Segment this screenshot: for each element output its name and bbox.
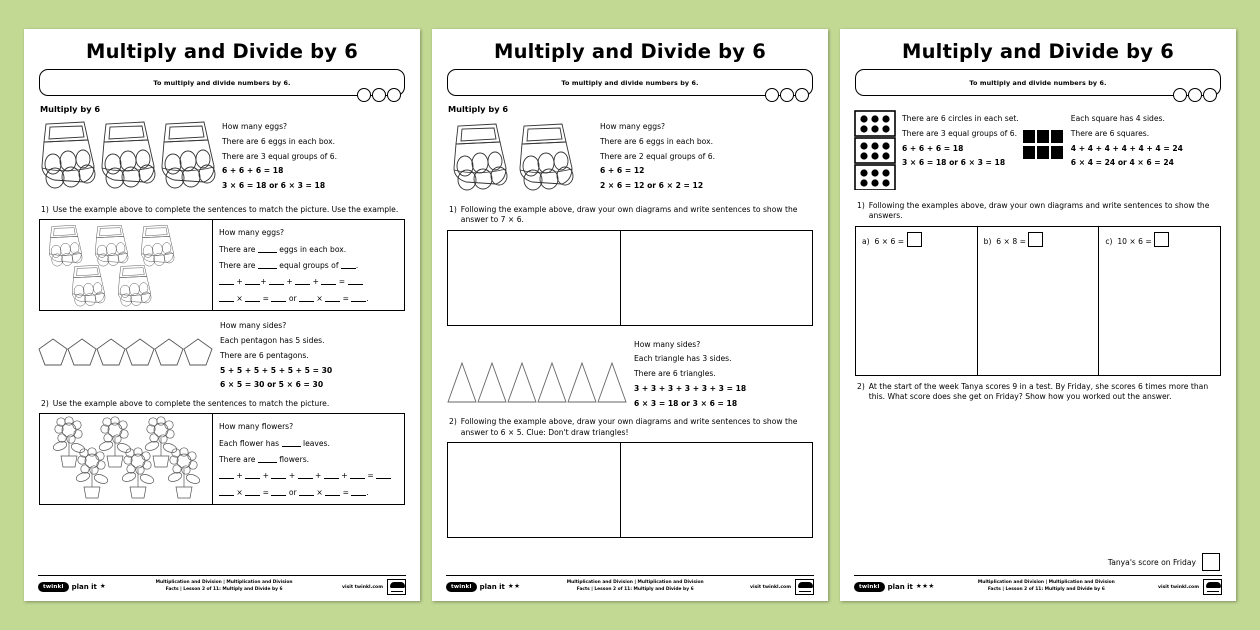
twinkl-logo: twinkl xyxy=(854,582,885,592)
footer-2 xyxy=(446,575,814,595)
example-line: 2 × 6 = 12 or 6 × 2 = 12 xyxy=(600,181,704,191)
answer-prompt: How many flowers? xyxy=(219,422,294,432)
example-1-text xyxy=(600,118,814,194)
example-2 xyxy=(446,336,814,412)
question-text: At the start of the week Tanya scores 9 in a test. By Friday, she scores 6 times more than this. What score does she get on Friday? Show how you worked out the answer. xyxy=(868,381,1209,401)
answer-part-c[interactable] xyxy=(1098,227,1220,375)
section-heading-1: Multiply by 6 xyxy=(448,104,509,114)
example-line: 6 × 4 = 24 or 4 × 6 = 24 xyxy=(1070,158,1174,168)
question-2 xyxy=(41,399,405,409)
example-line: How many sides? xyxy=(634,339,701,349)
planit-label: plan it xyxy=(479,583,505,591)
brand-lockup xyxy=(446,582,520,592)
footer-line-2: Facts | Lesson 2 of 11: Multiply and Divide by 6 xyxy=(165,587,283,592)
example-line: There are 6 squares. xyxy=(1070,128,1150,138)
example-line: There are 6 circles in each set. xyxy=(902,114,1019,123)
example-line: There are 3 equal groups of 6. xyxy=(222,151,337,161)
example-1 xyxy=(446,118,814,199)
example-line: There are 3 equal groups of 6. xyxy=(902,128,1017,138)
example-line: 5 + 5 + 5 + 5 + 5 + 5 = 30 xyxy=(220,365,333,375)
page-title: Multiply and Divide by 6 xyxy=(902,40,1174,63)
question-number: 2) xyxy=(857,381,865,391)
visit-link[interactable]: visit twinkl.com xyxy=(1158,584,1199,590)
objective-banner xyxy=(39,69,405,96)
question-number: 1) xyxy=(449,205,457,214)
draw-area-right[interactable] xyxy=(620,231,812,325)
answer-blank-line[interactable]: There are eggs in each box. xyxy=(219,244,347,254)
answer-stub-box[interactable] xyxy=(1154,232,1169,247)
visit-link[interactable]: visit twinkl.com xyxy=(750,584,791,590)
section-heading-1: Multiply by 6 xyxy=(40,104,101,114)
question-number: 2) xyxy=(41,399,49,409)
example-right-text xyxy=(1071,110,1183,195)
answer-blank-line[interactable]: + + + + + = xyxy=(219,468,398,484)
planit-label: plan it xyxy=(71,583,97,591)
answer-table-1 xyxy=(447,230,813,326)
twinkl-badge-icon xyxy=(795,579,814,595)
worksheet-page-2 xyxy=(432,29,828,601)
answer-blank-line[interactable]: There are flowers. xyxy=(219,455,310,465)
difficulty-dots-icon xyxy=(357,88,401,102)
footer-meta xyxy=(112,580,336,593)
twinkl-badge-icon xyxy=(1203,579,1222,595)
difficulty-stars-icon: ★ xyxy=(99,582,107,590)
egg-boxes-illustration xyxy=(38,118,216,199)
part-label: a) xyxy=(862,236,870,246)
answer-picture-cell xyxy=(40,220,212,310)
objective-text: To multiply and divide numbers by 6. xyxy=(969,78,1107,87)
draw-area-left[interactable] xyxy=(448,443,620,537)
answer-blank-line[interactable]: Each flower has leaves. xyxy=(219,438,330,448)
answer-blank-line[interactable]: × = or × = . xyxy=(219,485,398,501)
example-right xyxy=(1023,110,1222,195)
example-line: Each square has 4 sides. xyxy=(1070,114,1165,123)
planit-label: plan it xyxy=(887,583,913,591)
objective-banner xyxy=(855,69,1221,96)
question-1 xyxy=(857,201,1221,222)
objective-banner xyxy=(447,69,813,96)
example-2 xyxy=(38,317,406,393)
tanya-answer-row xyxy=(854,553,1220,571)
example-line: 6 + 6 + 6 = 18 xyxy=(222,166,284,176)
triangles-illustration xyxy=(446,336,628,411)
example-line: There are 6 eggs in each box. xyxy=(600,136,713,146)
example-line: How many eggs? xyxy=(600,122,666,131)
question-number: 1) xyxy=(857,201,865,210)
answer-table-2 xyxy=(447,442,813,538)
question-text: Following the examples above, draw your own diagrams and write sentences to show the answers. xyxy=(868,201,1210,221)
answer-part-a[interactable] xyxy=(856,227,977,375)
answer-sentences-cell[interactable] xyxy=(212,414,404,504)
example-line: Each pentagon has 5 sides. xyxy=(220,336,325,346)
page-title: Multiply and Divide by 6 xyxy=(86,40,358,63)
difficulty-dots-icon xyxy=(765,88,809,102)
example-1-text xyxy=(222,118,406,194)
answer-blank-line[interactable]: There are equal groups of . xyxy=(219,260,359,270)
footer-line-2: Facts | Lesson 2 of 11: Multiply and Divide by 6 xyxy=(987,587,1105,592)
answer-picture-cell xyxy=(40,414,212,504)
example-line: Each triangle has 3 sides. xyxy=(634,354,732,364)
tanya-answer-label: Tanya's score on Friday xyxy=(1107,557,1196,567)
footer-line-1: Multiplication and Division | Multiplication and Division xyxy=(155,580,293,586)
footer-line-1: Multiplication and Division | Multiplication and Division xyxy=(566,580,704,586)
brand-lockup xyxy=(38,582,106,592)
answer-part-b[interactable] xyxy=(977,227,1099,375)
part-expression xyxy=(1105,232,1214,250)
example-line: There are 2 equal groups of 6. xyxy=(600,151,715,161)
draw-area-left[interactable] xyxy=(448,231,620,325)
footer-line-2: Facts | Lesson 2 of 11: Multiply and Divide by 6 xyxy=(576,587,694,592)
part-expression xyxy=(984,232,1093,250)
footer-1 xyxy=(38,575,406,595)
example-line: 3 × 6 = 18 or 6 × 3 = 18 xyxy=(222,181,326,191)
objective-text: To multiply and divide numbers by 6. xyxy=(153,78,291,87)
worksheet-page-3 xyxy=(840,29,1236,601)
question-1 xyxy=(449,205,813,226)
working-out-space[interactable] xyxy=(854,406,1222,553)
examples-row xyxy=(854,110,1222,195)
part-expr: 6 × 6 = xyxy=(874,236,905,246)
question-number: 2) xyxy=(449,417,457,427)
objective-text: To multiply and divide numbers by 6. xyxy=(561,78,699,87)
footer-meta xyxy=(526,580,744,593)
brand-lockup xyxy=(854,582,935,592)
example-left-text xyxy=(902,110,1019,195)
answer-stub-box[interactable] xyxy=(907,232,922,247)
answer-table-2 xyxy=(39,413,405,505)
footer-3 xyxy=(854,575,1222,595)
example-line: There are 6 triangles. xyxy=(634,369,716,379)
question-text: Use the example above to complete the sentences to match the picture. xyxy=(52,399,330,409)
example-left xyxy=(854,110,1019,195)
answer-table-1 xyxy=(855,226,1221,376)
answer-prompt: How many eggs? xyxy=(219,228,285,238)
footer-meta xyxy=(941,580,1152,593)
egg-boxes-illustration xyxy=(446,118,594,199)
pentagons-illustration xyxy=(38,317,214,384)
example-line: 6 + 6 + 6 = 18 xyxy=(902,143,964,153)
answer-blank-line[interactable]: × = or × = . xyxy=(219,291,398,307)
difficulty-stars-icon: ★★ xyxy=(507,582,521,590)
example-line: 6 × 3 = 18 or 3 × 6 = 18 xyxy=(634,398,738,408)
example-2-text xyxy=(220,317,406,393)
part-expr: 10 × 6 = xyxy=(1117,236,1152,246)
footer-line-1: Multiplication and Division | Multiplication and Division xyxy=(977,580,1115,586)
question-text: Following the example above, draw your own diagrams and write sentences to show the answer to 7 × 6. xyxy=(460,205,798,225)
part-label: c) xyxy=(1105,236,1113,246)
example-line: 3 × 6 = 18 or 6 × 3 = 18 xyxy=(902,158,1006,168)
example-line: 6 × 5 = 30 or 5 × 6 = 30 xyxy=(220,380,324,390)
example-line: 6 + 6 = 12 xyxy=(600,166,645,176)
example-2-text xyxy=(634,336,814,412)
question-2 xyxy=(449,417,813,438)
example-line: There are 6 pentagons. xyxy=(220,350,309,360)
squares-illustration xyxy=(1023,110,1065,195)
tanya-answer-box[interactable] xyxy=(1202,553,1220,571)
footer-visit-group xyxy=(342,579,406,595)
example-line: How many sides? xyxy=(220,321,287,331)
dot-sets-illustration xyxy=(854,110,896,195)
question-text: Following the example above, draw your own diagrams and write sentences to show the answer to 6 × 5. Clue: Don't draw triangles! xyxy=(460,417,798,437)
answer-blank-line[interactable]: + + + + = xyxy=(219,274,398,290)
question-2 xyxy=(857,382,1221,403)
visit-link[interactable]: visit twinkl.com xyxy=(342,584,383,590)
page-title: Multiply and Divide by 6 xyxy=(494,40,766,63)
part-expr: 6 × 8 = xyxy=(996,236,1026,246)
example-line: 4 + 4 + 4 + 4 + 4 + 4 = 24 xyxy=(1070,143,1183,153)
example-line: How many eggs? xyxy=(222,122,288,131)
part-expression xyxy=(862,232,971,250)
footer-visit-group xyxy=(1158,579,1222,595)
answer-table-1 xyxy=(39,219,405,311)
question-number: 1) xyxy=(41,205,49,214)
example-line: 3 + 3 + 3 + 3 + 3 + 3 = 18 xyxy=(634,383,747,393)
draw-area-right[interactable] xyxy=(620,443,812,537)
difficulty-stars-icon: ★★★ xyxy=(915,582,935,590)
worksheet-page-1 xyxy=(24,29,420,601)
difficulty-dots-icon xyxy=(1173,88,1217,102)
answer-stub-box[interactable] xyxy=(1028,232,1043,247)
question-1 xyxy=(41,205,405,215)
answer-sentences-cell[interactable] xyxy=(212,220,404,310)
twinkl-logo: twinkl xyxy=(446,582,477,592)
twinkl-badge-icon xyxy=(387,579,406,595)
question-text: Use the example above to complete the sentences to match the picture. Use the example. xyxy=(52,205,399,214)
footer-visit-group xyxy=(750,579,814,595)
example-line: There are 6 eggs in each box. xyxy=(222,136,335,146)
example-1 xyxy=(38,118,406,199)
part-label: b) xyxy=(983,236,992,246)
twinkl-logo: twinkl xyxy=(38,582,69,592)
